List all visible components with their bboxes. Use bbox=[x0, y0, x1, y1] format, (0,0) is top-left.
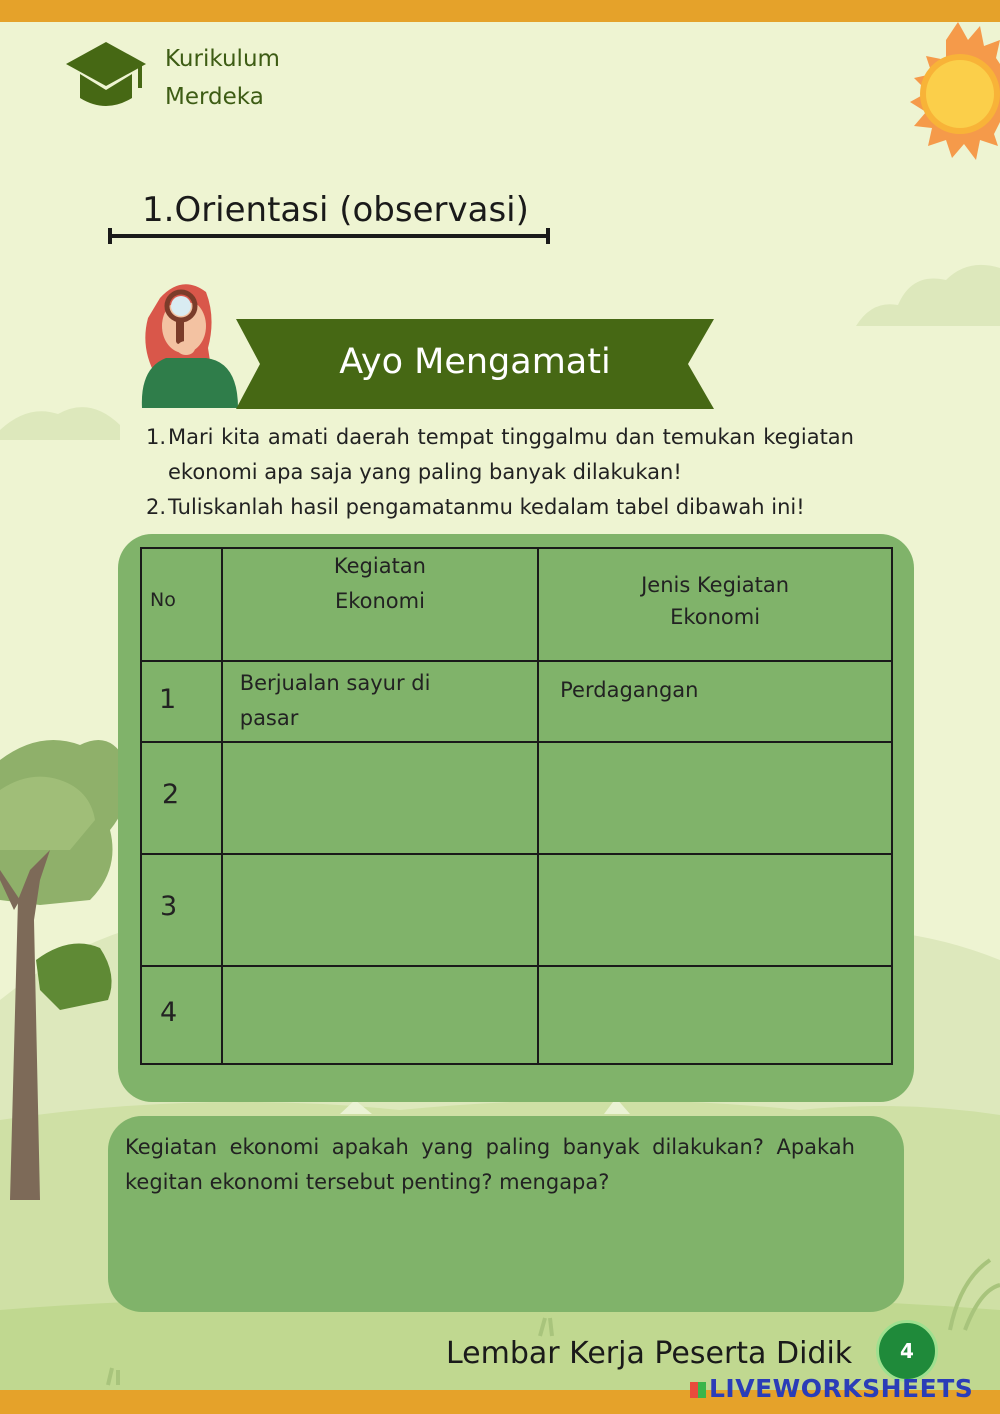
observation-table bbox=[140, 547, 893, 1065]
section-title: 1.Orientasi (observasi) bbox=[142, 190, 529, 230]
title-underline bbox=[106, 226, 552, 248]
cell-kegiatan[interactable]: Berjualan sayur di pasar bbox=[222, 661, 538, 742]
cell-kegiatan[interactable] bbox=[222, 742, 538, 854]
sun-icon bbox=[886, 22, 1000, 162]
cell-jenis[interactable]: Perdagangan bbox=[538, 661, 892, 742]
instruction-number: 1. bbox=[146, 425, 167, 449]
cell-no: 2 bbox=[141, 742, 222, 854]
instruction-item bbox=[146, 490, 854, 525]
cell-jenis[interactable] bbox=[538, 742, 892, 854]
liveworksheets-watermark: LIVEWORKSHEETS bbox=[690, 1374, 973, 1403]
logo-line2: Merdeka bbox=[165, 84, 264, 110]
cell-no: 1 bbox=[141, 661, 222, 742]
table-row bbox=[141, 661, 892, 742]
header-no: No bbox=[141, 548, 222, 661]
girl-magnifier-icon bbox=[126, 278, 242, 408]
page-number-badge: 4 bbox=[876, 1320, 938, 1382]
cell-kegiatan[interactable] bbox=[222, 966, 538, 1064]
footer-label: Lembar Kerja Peserta Didik bbox=[446, 1336, 853, 1371]
table-row bbox=[141, 854, 892, 966]
top-accent-bar bbox=[0, 0, 1000, 22]
cell-jenis[interactable] bbox=[538, 966, 892, 1064]
logo-line1: Kurikulum bbox=[165, 46, 280, 72]
cell-no: 4 bbox=[141, 966, 222, 1064]
cell-jenis[interactable] bbox=[538, 854, 892, 966]
table-row bbox=[141, 742, 892, 854]
instruction-text: Mari kita amati daerah tempat tinggalmu dan temukan kegiatan ekonomi apa saja yang paling banyak dilakukan! bbox=[168, 425, 854, 484]
instruction-item bbox=[146, 420, 854, 490]
question-text: Kegiatan ekonomi apakah yang paling banyak dilakukan? Apakah kegitan ekonomi tersebut penting? mengapa? bbox=[125, 1135, 855, 1194]
instruction-number: 2. bbox=[146, 495, 167, 519]
header-jenis: Jenis Kegiatan Ekonomi bbox=[538, 548, 892, 661]
header-kegiatan: Kegiatan Ekonomi bbox=[222, 548, 538, 661]
table-header-row bbox=[141, 548, 892, 661]
table-row bbox=[141, 966, 892, 1064]
curriculum-logo-text bbox=[165, 40, 280, 116]
graduation-cap-icon bbox=[64, 40, 148, 112]
banner-title: Ayo Mengamati bbox=[339, 342, 611, 382]
liveworksheets-logo-icon bbox=[690, 1382, 706, 1398]
cell-kegiatan[interactable] bbox=[222, 854, 538, 966]
instruction-text: Tuliskanlah hasil pengamatanmu kedalam tabel dibawah ini! bbox=[168, 495, 805, 519]
cell-no: 3 bbox=[141, 854, 222, 966]
